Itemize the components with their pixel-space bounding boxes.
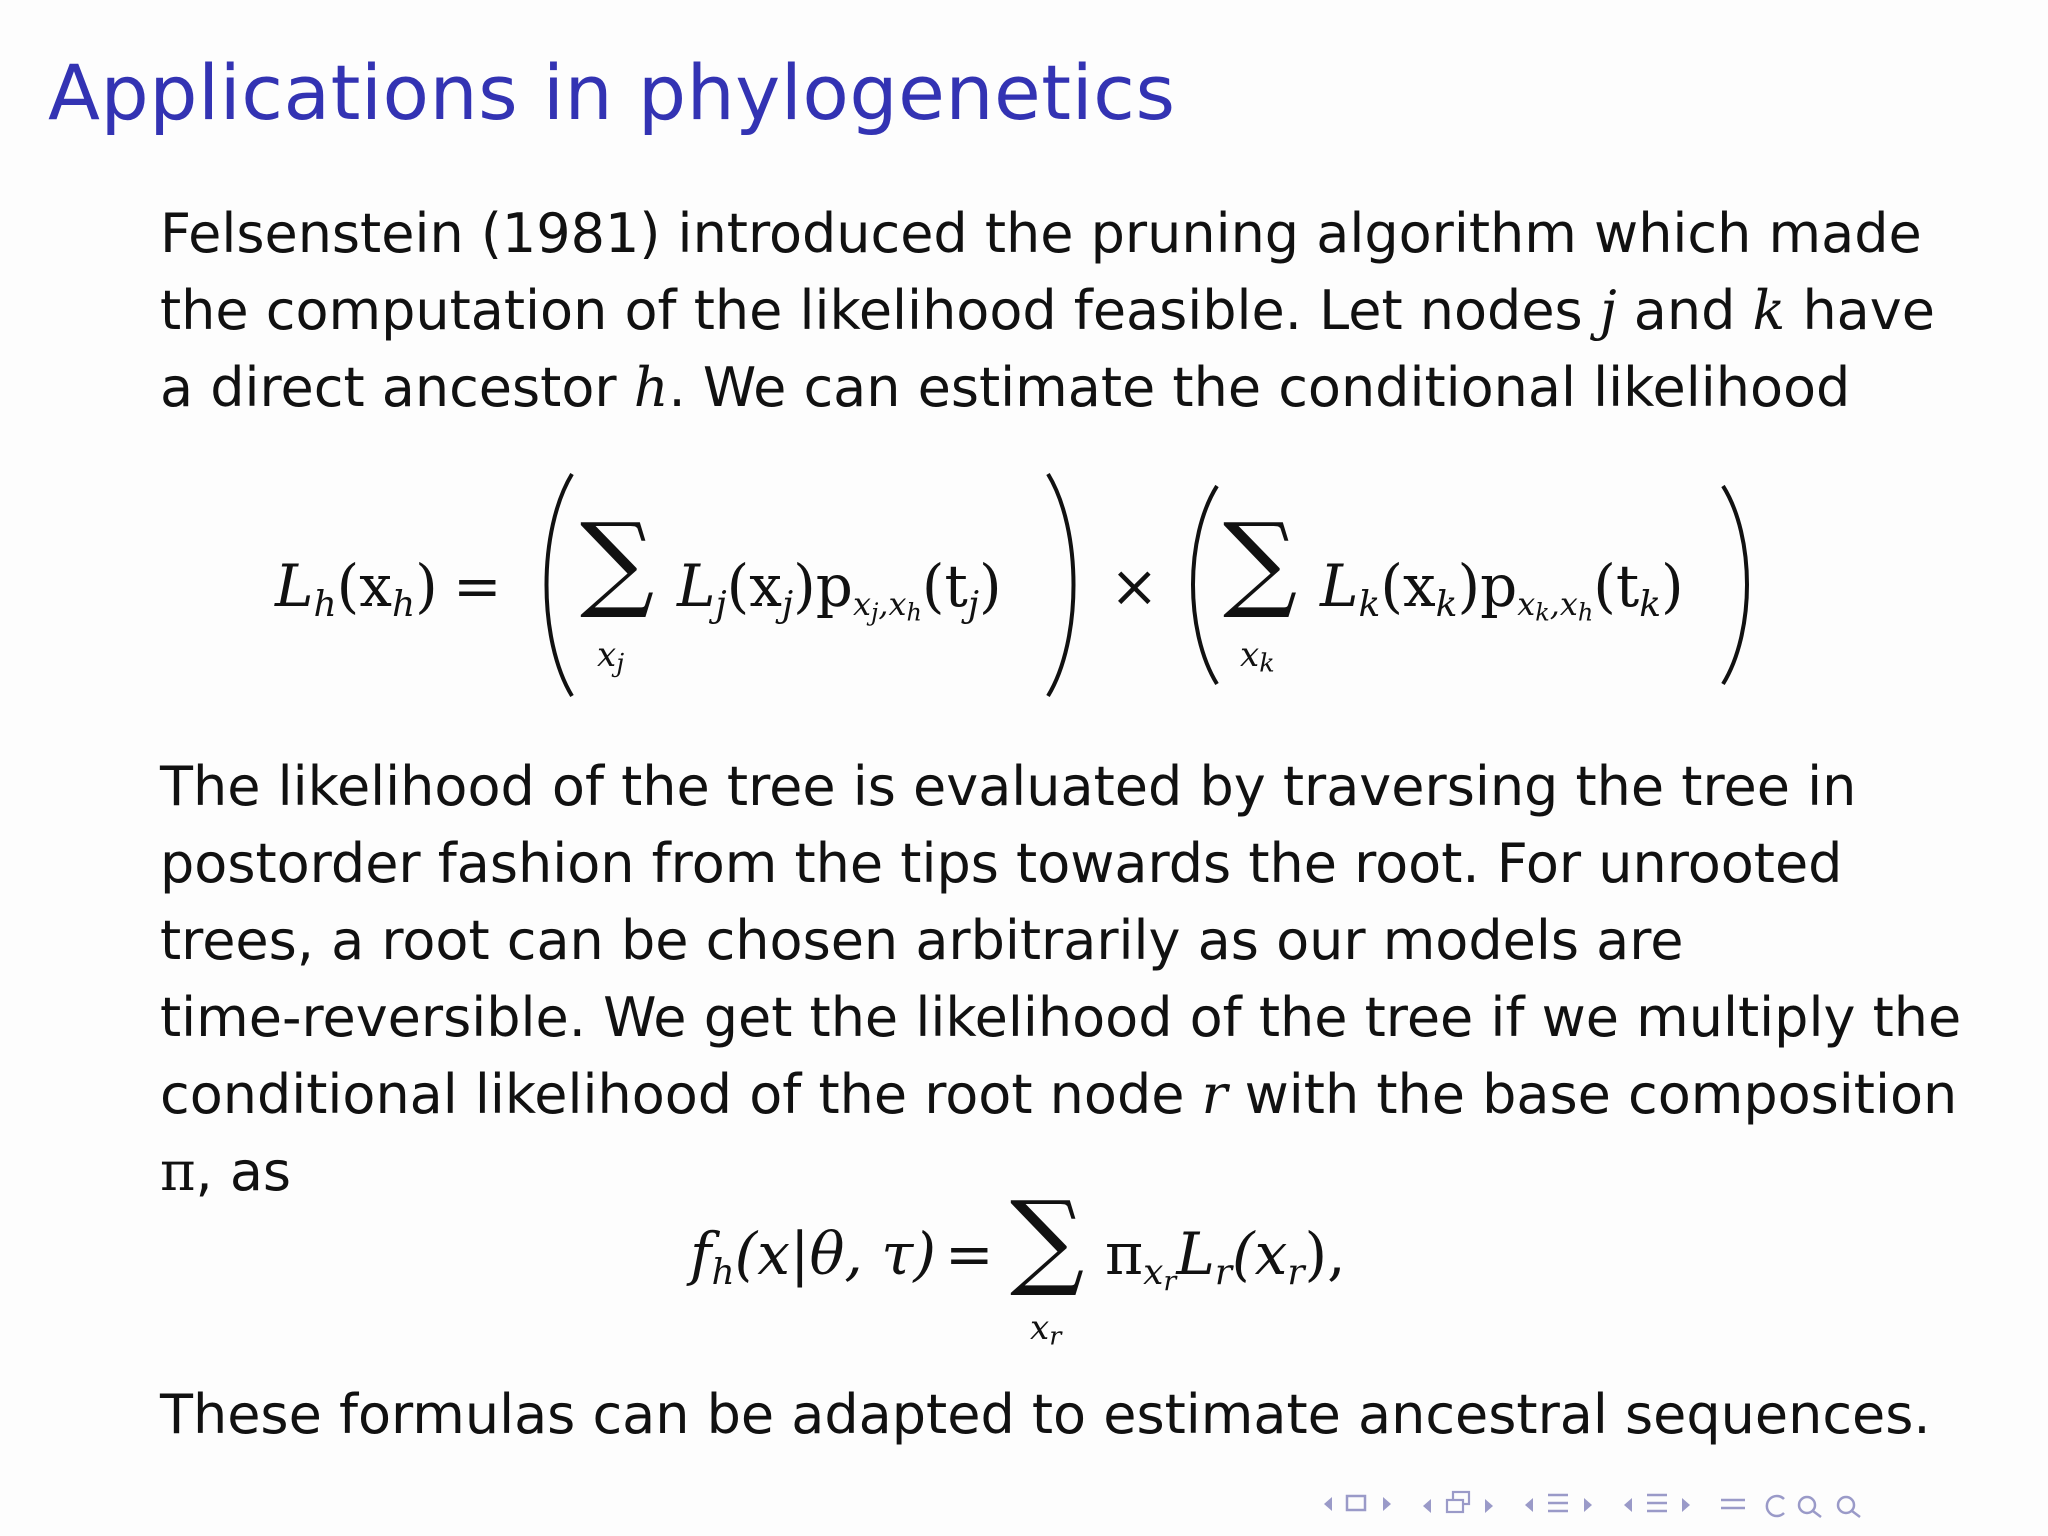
right-arrow-icon[interactable]	[1580, 1495, 1596, 1515]
eq1-lhs: $L_h(x_h)$	[275, 552, 438, 626]
right-arrow-icon[interactable]	[1379, 1494, 1395, 1514]
left-arrow-icon[interactable]	[1620, 1495, 1636, 1515]
zoom-search-icon[interactable]	[1794, 1493, 1828, 1519]
nav-part-group	[1620, 1491, 1695, 1522]
nav-frame-group	[1320, 1491, 1395, 1521]
right-arrow-icon[interactable]	[1678, 1495, 1694, 1515]
eq2-equals: =	[945, 1220, 994, 1288]
subsection-icon[interactable]	[1443, 1490, 1473, 1516]
sum2-index: xk	[1240, 635, 1275, 679]
right-paren-2	[1715, 482, 1765, 688]
text-line: conditional likelihood of the root node r with the base composition	[160, 1063, 1958, 1126]
right-paren-1	[1040, 470, 1090, 700]
slide-title: Applications in phylogenetics	[48, 48, 1176, 137]
left-arrow-icon[interactable]	[1320, 1494, 1336, 1514]
text-line: π, as	[160, 1140, 292, 1203]
sum1-index: xj	[597, 635, 625, 679]
sum-symbol-2: ∑	[1223, 500, 1298, 622]
equation-tree-likelihood	[690, 1178, 1390, 1352]
math-var-k: k	[1752, 279, 1786, 342]
left-arrow-icon[interactable]	[1419, 1496, 1435, 1516]
eq2-rhs: $\pi_{xr}L_r(x_r)$,	[1105, 1220, 1346, 1297]
equation-conditional-likelihood	[275, 460, 1775, 710]
beamer-navigation-bar	[1320, 1488, 2030, 1524]
eq2-lhs: $f_h(x|\theta$, τ)	[690, 1220, 937, 1294]
math-var-pi: π	[160, 1140, 196, 1203]
left-paren-2	[1175, 482, 1225, 688]
nav-subsection-group	[1419, 1490, 1498, 1523]
paragraph-conclusion	[160, 1376, 1931, 1453]
frame-icon[interactable]	[1344, 1492, 1370, 1514]
text-line: trees, a root can be chosen arbitrarily as our models are	[160, 909, 1684, 972]
text-line: the computation of the likelihood feasible. Let nodes j and k have	[160, 279, 1935, 342]
sum3-index: xr	[1030, 1308, 1062, 1352]
sum-symbol-3: ∑	[1010, 1178, 1085, 1300]
search-icon[interactable]	[1834, 1493, 1864, 1519]
paragraph-intro	[160, 195, 1935, 426]
text-line: postorder fashion from the tips towards the root. For unrooted	[160, 832, 1843, 895]
eq1-term1: $L_j(x_j)p_{xj,xh}(t_j)$	[677, 552, 1002, 627]
sum-symbol-1: ∑	[580, 500, 655, 622]
section-icon[interactable]	[1644, 1491, 1670, 1515]
text-line: time-reversible. We get the likelihood of the tree if we multiply the	[160, 986, 1962, 1049]
nav-section-group	[1521, 1491, 1596, 1522]
paragraph-tree-likelihood	[160, 748, 1962, 1210]
text-line: a direct ancestor h. We can estimate the conditional likelihood	[160, 356, 1851, 419]
section-icon[interactable]	[1545, 1491, 1571, 1515]
align-icon[interactable]	[1718, 1494, 1748, 1518]
text-line: Felsenstein (1981) introduced the pruning algorithm which made	[160, 202, 1922, 265]
math-var-h: h	[633, 356, 669, 419]
eq1-term2: $L_k(x_k)p_{xk,xh}(t_k)$	[1320, 552, 1684, 627]
right-arrow-icon[interactable]	[1481, 1496, 1497, 1516]
eq1-equals: =	[453, 552, 502, 620]
left-arrow-icon[interactable]	[1521, 1495, 1537, 1515]
math-var-j: j	[1599, 279, 1617, 342]
math-var-r: r	[1201, 1063, 1228, 1126]
zoom-out-icon[interactable]	[1754, 1493, 1788, 1519]
text-line: These formulas can be adapted to estimate ancestral sequences.	[160, 1383, 1931, 1446]
eq1-times: ×	[1110, 552, 1159, 620]
left-paren-1	[530, 470, 580, 700]
text-line: The likelihood of the tree is evaluated by traversing the tree in	[160, 755, 1857, 818]
